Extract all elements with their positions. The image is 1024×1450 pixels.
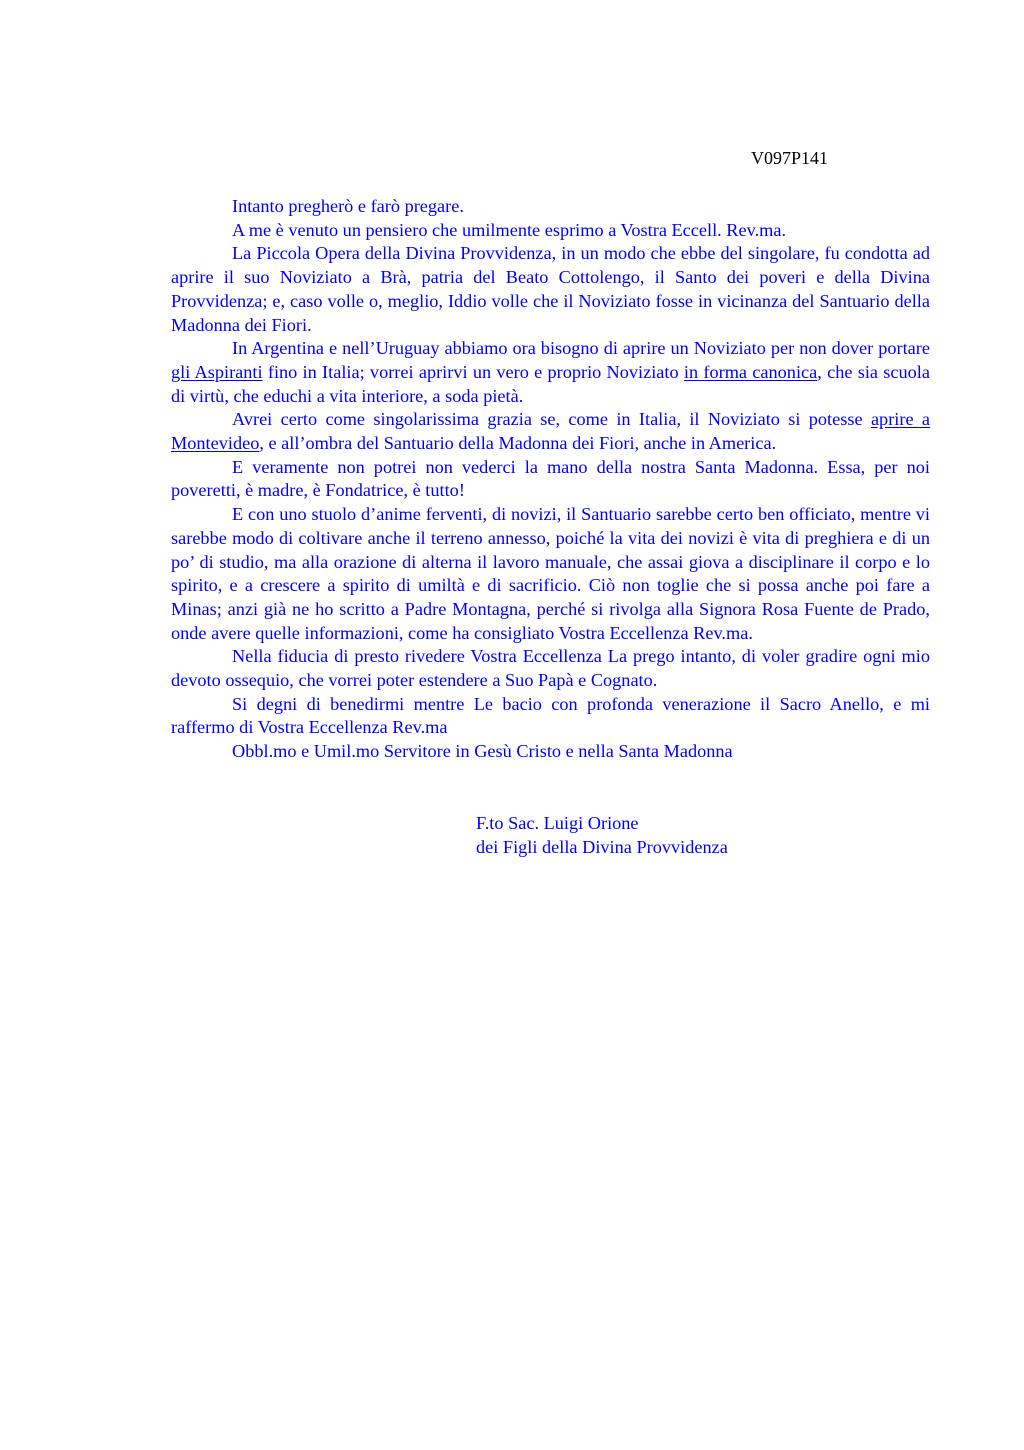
underlined-montevideo: aprire a Montevideo — [171, 409, 931, 454]
text-segment: , e all’ombra del Santuario della Madonna dei Fiori, anche in America. — [259, 433, 777, 454]
signature-congregation: dei Figli della Divina Provvidenza — [476, 836, 728, 857]
text-segment: In Argentina e nell’Uruguay abbiamo ora bisogno di aprire un Noviziato per non dover portare — [232, 338, 930, 359]
paragraph-novices: E con uno stuolo d’anime ferventi, di novizi, il Santuario sarebbe certo ben officiato, mentre vi sarebbe modo di coltivare anche il terreno annesso, poiché la vita dei novizi è vita di preghiera e di un po’ di studio, ma alla orazione di alterna il lavoro manuale, che assai giova a disciplinare il corpo e lo spirito, e a crescere a spirito di umiltà e di sacrificio. Ciò non toglie che si possa anche poi fare a Minas; anzi già ne ho scritto a Padre Montagna, perché si rivolga alla Signora Rosa Fuente de Prado, onde avere quelle informazioni, come ha consigliato Vostra Eccellenza Rev.ma. — [171, 504, 930, 643]
underlined-aspiranti: gli Aspiranti — [171, 361, 263, 382]
paragraph-greetings: Nella fiducia di presto rivedere Vostra Eccellenza La prego intanto, di voler gradire ogni mio devoto ossequio, che vorrei poter estendere a Suo Papà e Cognato. — [171, 646, 930, 691]
paragraph-closing: Obbl.mo e Umil.mo Servitore in Gesù Cristo e nella Santa Madonna — [232, 741, 733, 762]
letter-body — [171, 195, 930, 764]
page-reference: V097P141 — [751, 148, 829, 168]
underlined-forma-canonica: in forma canonica — [683, 361, 818, 382]
text-segment: , che sia scuola di virtù, che educhi a vita interiore, a soda pietà. — [171, 361, 930, 406]
paragraph-madonna: E veramente non potrei non vederci la mano della nostra Santa Madonna. Essa, per noi poveretti, è madre, è Fondatrice, è tutto! — [171, 456, 930, 501]
paragraph-blessing: Si degni di benedirmi mentre Le bacio con profonda venerazione il Sacro Anello, e mi raffermo di Vostra Eccellenza Rev.ma — [171, 693, 930, 738]
paragraph-novitiate-bra: La Piccola Opera della Divina Provvidenza, in un modo che ebbe del singolare, fu condotta ad aprire il suo Noviziato a Brà, patria del Beato Cottolengo, il Santo dei poveri e della Divina Provvidenza; e, caso volle o, meglio, Iddio volle che il Noviziato fosse in vicinanza del Santuario della Madonna dei Fiori. — [171, 243, 930, 335]
signature-block — [476, 812, 728, 859]
paragraph-montevideo — [171, 408, 930, 455]
text-segment: fino in Italia; vorrei aprirvi un vero e proprio Noviziato — [262, 361, 684, 382]
paragraph-prayer: Intanto pregherò e farò pregare. — [232, 196, 464, 216]
signature-name: F.to Sac. Luigi Orione — [476, 813, 639, 833]
text-segment: Avrei certo come singolarissima grazia se, come in Italia, il Noviziato si potesse — [232, 409, 871, 430]
paragraph-thought: A me è venuto un pensiero che umilmente esprimo a Vostra Eccell. Rev.ma. — [232, 219, 787, 240]
paragraph-argentina-uruguay — [171, 337, 930, 408]
